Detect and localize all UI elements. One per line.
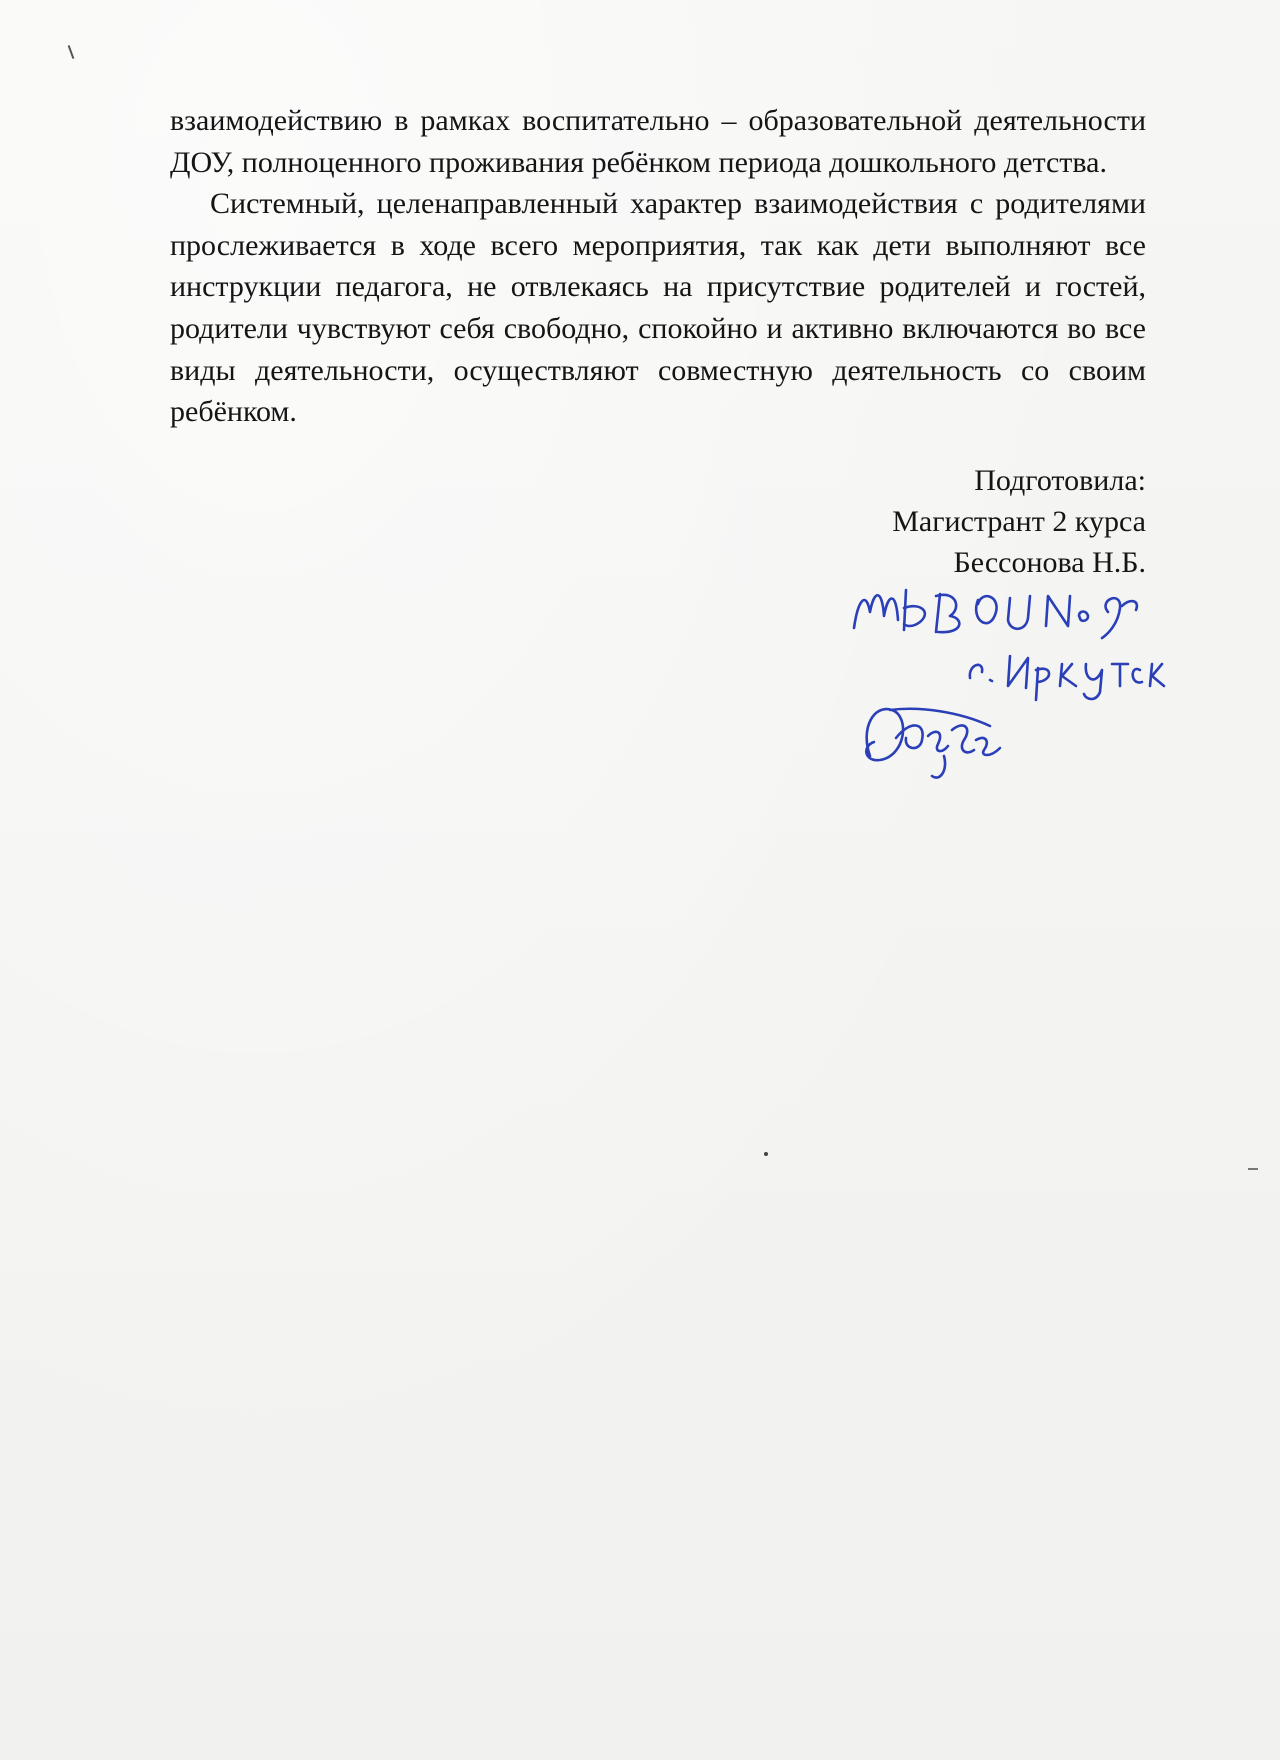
paragraph-interaction: Системный, целенаправленный характер взаимодействия с родителями прослеживается в ходе всего мероприятия, так как дети выполняют все инструкции педагога, не отвлекаясь на присутствие родителей и гостей, родители чувствуют себя свободно, спокойно и активно включаются во все виды деятельности, осуществляют совместную деятельность со своим ребёнком. [170,187,1146,429]
handwritten-signature [840,560,1170,790]
signature-label: Подготовила: [974,464,1146,497]
signature-position: Магистрант 2 курса [892,505,1146,538]
body-text [170,100,1146,433]
handwritten-signature-drawing [840,560,1170,790]
paragraph-continuation: взаимодействию в рамках воспитательно – образовательной деятельности ДОУ, полноценного проживания ребёнком периода дошкольного детства. [170,104,1146,179]
signature-name: Бессонова Н.Б. [953,546,1146,579]
margin-tick [1248,1168,1258,1170]
speck [764,1152,768,1156]
margin-mark [68,45,75,59]
